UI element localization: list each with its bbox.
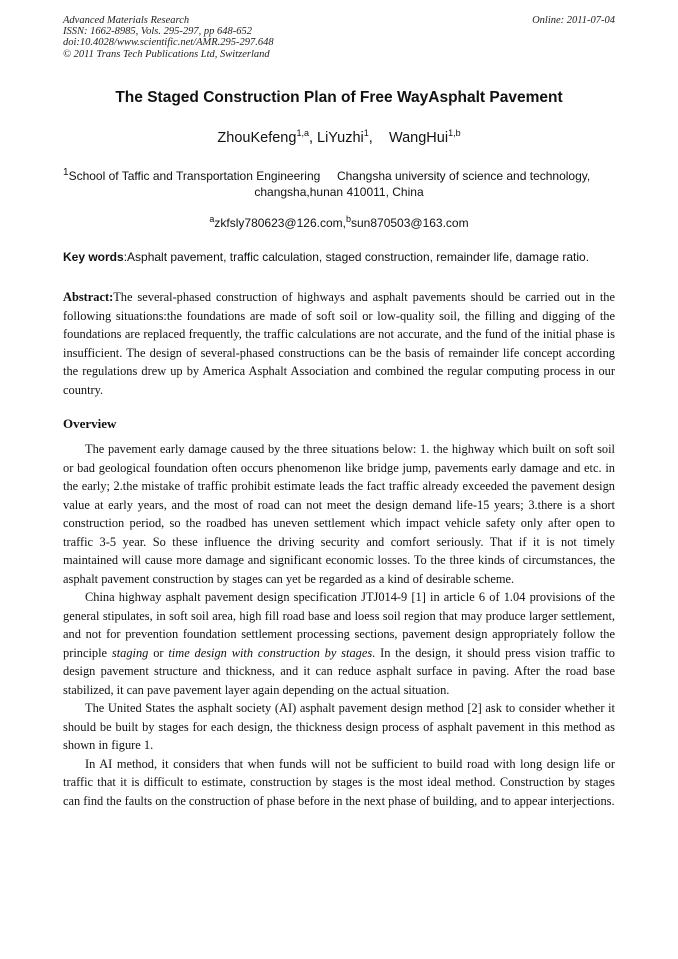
author-separator: ,	[308, 129, 318, 146]
email-b[interactable]: sun870503@163.com	[351, 216, 469, 230]
abstract-text: The several-phased construction of highways and asphalt pavements should be carried out in the following situations:the foundations are made of soft soil or low-quality soil, the filling and digging of the foundations are replaced frequently, the traffic calculations are not accurate, and the fund of the initial phase is insufficient. The design of several-phased constructions can be the basis of remainder life concept according the regulations drew up by America Asphalt Association and combined the regular computing process in our country.	[63, 290, 615, 397]
abstract	[63, 288, 615, 399]
affiliation-line-2: changsha,hunan 410011, China	[254, 185, 424, 199]
email-mark-a: a	[209, 214, 215, 224]
paper-title: The Staged Construction Plan of Free WayAsphalt Pavement	[115, 89, 563, 106]
paragraph	[63, 588, 615, 699]
section-heading-overview: Overview	[63, 416, 117, 431]
journal-header	[63, 15, 274, 60]
author-affiliation-mark: 1,b	[448, 128, 461, 138]
paragraph: The pavement early damage caused by the three situations below: 1. the highway which built on soft soil or bad geological foundation often occurs phenomenon like bridge jump, pavements early damage and etc. in the early; 2.the mistake of traffic prohibit estimate leads the fact traffic already exceeded the pavement design value at early years, and the most of road can not meet the design demand life-15 years; 3.there is a short construction period, so the roadbed has uneven settlement which impact vehicle safety only after open to traffic 3-5 year. So these influence the driving security and comfort seriously. That if it is not timely maintained will cause more damage and significant economic losses. To the three kinds of circumstances, the asphalt pavement construction by stages can yet be regarded as a kind of desirable scheme.	[63, 442, 615, 586]
author-list	[0, 128, 678, 146]
email-mark-b: b	[345, 214, 351, 224]
affiliation-mark: 1	[63, 167, 69, 178]
paragraph: The United States the asphalt society (AI) asphalt pavement design method [2] ask to consider whether it should be built by stages for each design, the thickness design process of asphalt pavement in this method as shown in figure 1.	[63, 701, 615, 752]
author-affiliation-mark: 1,a	[296, 128, 309, 138]
affiliation-text: School of Taffic and Transportation Engineering Changsha university of science and technology,	[68, 169, 591, 183]
email-a[interactable]: zkfsly780623@126.com,	[214, 216, 346, 230]
keywords	[63, 250, 615, 264]
paragraph-text: China highway asphalt pavement design specification JTJ014-9 [1] in article 6 of 1.04 provisions of the general stipulates, in soft soil area, high fill road base and loess soil region that may produce larger settlement, and not for prevention foundation settlement processing sections, pavement design appropriately follow the principle	[63, 590, 615, 660]
doi-line: doi:10.4028/www.scientific.net/AMR.295-297.648	[63, 37, 274, 49]
paragraph-text: or	[148, 645, 169, 660]
keywords-text: :Asphalt pavement, traffic calculation, staged construction, remainder life, damage ratio.	[123, 250, 590, 264]
issn-line: ISSN: 1662-8985, Vols. 295-297, pp 648-652	[63, 26, 252, 38]
abstract-label: Abstract:	[63, 290, 114, 304]
author-name: WangHui	[388, 129, 449, 146]
paragraph-text: . In the design, it should press vision traffic to design pavement structure and thickness, and it can reduce asphalt surface in paving. After the road base stabilized, it can pave pavement layer again depending on the actual situation.	[63, 645, 615, 697]
emphasis: time design with construction by stages	[168, 645, 373, 660]
online-date: Online: 2011-07-04	[532, 15, 615, 26]
author-name: LiYuzhi	[317, 129, 364, 146]
email-line	[0, 214, 678, 230]
keywords-label: Key words	[63, 250, 124, 264]
author-name: ZhouKefeng	[217, 129, 297, 146]
affiliation-line-1	[63, 167, 590, 183]
author-separator: ,	[368, 129, 389, 146]
paragraph: In AI method, it considers that when funds will not be sufficient to build road with long design life or traffic that it is difficult to estimate, construction by stages is the most ideal method. Construction by stages can find the faults on the construction of phase before in the next phase of building, and to appear interjections.	[63, 756, 615, 808]
journal-name: Advanced Materials Research	[63, 15, 190, 26]
copyright-line: © 2011 Trans Tech Publications Ltd, Switzerland	[63, 48, 270, 60]
emphasis: staging	[111, 645, 149, 660]
overview-section	[63, 440, 615, 810]
author-affiliation-mark: 1	[363, 128, 369, 138]
